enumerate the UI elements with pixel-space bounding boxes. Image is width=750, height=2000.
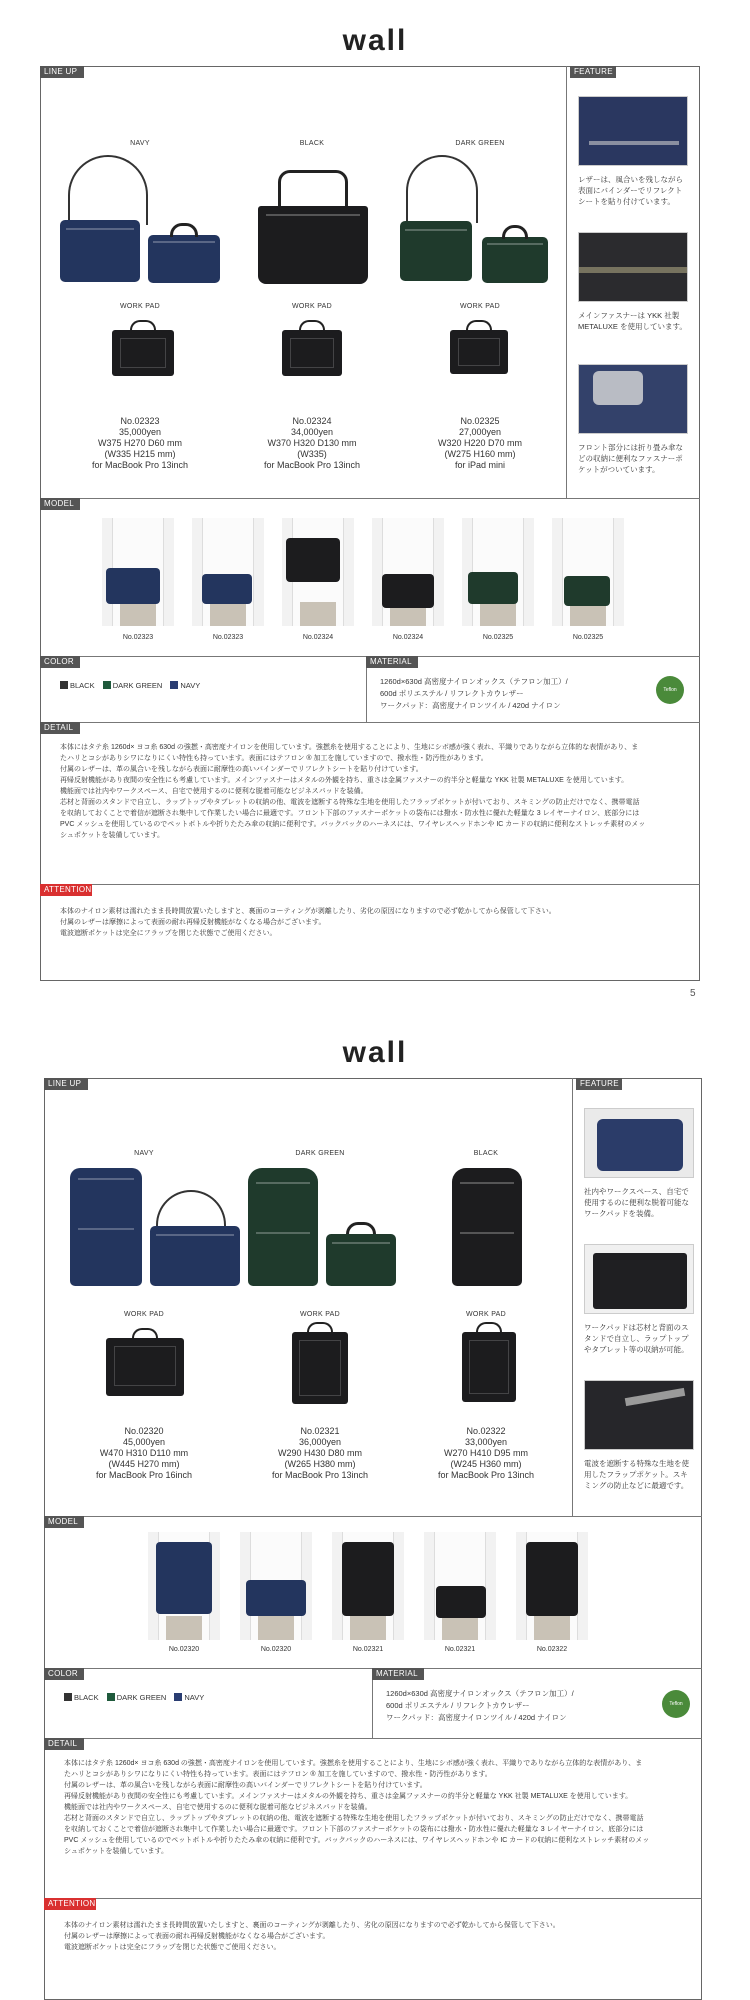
- model-caption: No.02322: [536, 1646, 568, 1653]
- model-photo: [372, 518, 444, 626]
- workpad-image: [450, 320, 508, 376]
- feature-image-pocket: [578, 364, 688, 434]
- model-caption: No.02325: [572, 634, 604, 641]
- workpad-image: [282, 320, 342, 378]
- feature-header: FEATURE: [570, 66, 616, 78]
- model-caption: No.02320: [168, 1646, 200, 1653]
- bag-image-02324: [258, 170, 368, 285]
- lineup-header: LINE UP: [44, 1078, 88, 1090]
- feature-image-zipper: [578, 232, 688, 302]
- color-label-navy: NAVY: [134, 1150, 154, 1157]
- attention-header: ATTENTION: [44, 1898, 96, 1910]
- feature-text-1: 社内やワークスペース、自宅で 使用するのに便利な脱着可能な ワークパッドを装備。: [584, 1187, 689, 1218]
- workpad-image: [292, 1322, 348, 1404]
- color-label-black: BLACK: [299, 140, 325, 147]
- model-caption: No.02320: [260, 1646, 292, 1653]
- product-info-02320: No.02320 45,000yen W470 H310 D110 mm (W445 H270 mm) for MacBook Pro 16inch: [95, 1426, 193, 1480]
- material-text: 1260d×630d 高密度ナイロンオックス（テフロン加工）/ 600d ポリエステル / リフレクトカウレザー ワークパッド：高密度ナイロンツイル / 420d ナイロン: [380, 677, 568, 710]
- feature-text-3: 電波を遮断する特殊な生地を使 用したフラップポケット。スキ ミングの防止などに最適です。: [584, 1459, 689, 1490]
- feature-text-2: メインファスナーは YKK 社製 METALUXE を使用しています。: [578, 311, 687, 331]
- model-photo: [240, 1532, 312, 1640]
- divider: [572, 1078, 573, 1516]
- feature-header: FEATURE: [576, 1078, 622, 1090]
- swatch-navy: [174, 1693, 182, 1701]
- workpad-label: WORK PAD: [460, 303, 500, 310]
- color-list: BLACK DARK GREEN NAVY: [60, 680, 206, 690]
- product-info-02323: No.02323 35,000yen W375 H270 D60 mm (W335 H215 mm) for MacBook Pro 13inch: [91, 416, 189, 470]
- workpad-label: WORK PAD: [124, 1311, 164, 1318]
- page-title: wall: [342, 24, 408, 57]
- color-header: COLOR: [40, 656, 80, 668]
- model-caption: No.02325: [482, 634, 514, 641]
- model-photo: [462, 518, 534, 626]
- feature-image-flap-pocket: [584, 1380, 694, 1450]
- feature-text-3: フロント部分には折り畳み傘な どの収納に便利なファスナーポ ケットがついています。: [578, 443, 683, 474]
- swatch-darkgreen: [107, 1693, 115, 1701]
- divider: [44, 1516, 702, 1517]
- model-caption: No.02321: [444, 1646, 476, 1653]
- page-number: 5: [690, 988, 696, 999]
- product-info-02324: No.02324 34,000yen W370 H320 D130 mm (W335̇) for MacBook Pro 13inch: [263, 416, 361, 470]
- model-photo: [332, 1532, 404, 1640]
- model-caption: No.02323: [122, 634, 154, 641]
- divider: [44, 1738, 702, 1739]
- feature-image-workpad: [584, 1244, 694, 1314]
- detail-text: 本体にはタテ糸 1260d× ヨコ糸 630d の強撚・高密度ナイロンを使用しています。強撚糸を使用することにより、生地にシボ感が強く表れ、平織りでありながら立体的な表情があり、ま たハリとコシがありシワになりにくい特性も持っています。表面にはテフロン ® 加工を施していますので、撥水性・防汚性があります。 付属のレザーは、革の風合いを残しながら表面に耐摩性の高いバインダーでリフレクトシートを貼り付けています。 再帰反射機能があり夜間の安全性にも考慮しています。メインファスナーはメタルの外観を持ち、重さは金属ファスナーの約半分と軽量な YKK 社製 METALUXE を使用しています。 機能面では社内やワークスペース、自宅で使用するのに便利な脱着可能なビジネスパッドを装備。 芯材と背面のスタンドで自立し、ラップトップやタブレットの収納の他、電波を遮断する特殊な生地を使用したフラップポケットが付いており、スキミングの防止だけでなく、携帯電話 を収納しておくことで着信が遮断され集中して作業したい場合に最適です。フロント下部のファスナーポケットの袋布には撥水・防水性に優れた軽量な 3 レイヤーナイロン、底部分には PVC メッシュを使用しているのでペットボトルや折りたたみ傘の収納に便利です。バックパックのハーネスには、ワイヤレスヘッドホンや IC カードの収納に便利なストレッチ素材のメッ シュポケットを装備しています。: [60, 744, 646, 839]
- model-header: MODEL: [40, 498, 80, 510]
- divider: [40, 722, 700, 723]
- model-photo: [552, 518, 624, 626]
- model-photo: [282, 518, 354, 626]
- product-info-02321: No.02321 36,000yen W290 H430 D80 mm (W265 H380 mm) for MacBook Pro 13inch: [271, 1426, 369, 1480]
- page-title: wall: [342, 1036, 408, 1069]
- feature-text-1: レザーは、風合いを残しながら 表面にバインダーでリフレクト シートを貼り付けています。: [578, 175, 683, 206]
- divider: [566, 66, 567, 498]
- bag-image-02322: [452, 1168, 522, 1288]
- color-header: COLOR: [44, 1668, 84, 1680]
- detail-text: 本体にはタテ糸 1260d× ヨコ糸 630d の強撚・高密度ナイロンを使用しています。強撚糸を使用することにより、生地にシボ感が強く表れ、平織りでありながら立体的な表情があり、ま たハリとコシがありシワになりにくい特性も持っています。表面にはテフロン ® 加工を施していますので、撥水性・防汚性があります。 付属のレザーは、革の風合いを残しながら表面に耐摩性の高いバインダーでリフレクトシートを貼り付けています。 再帰反射機能があり夜間の安全性にも考慮しています。メインファスナーはメタルの外観を持ち、重さは金属ファスナーの約半分と軽量な YKK 社製 METALUXE を使用しています。 機能面では社内やワークスペース、自宅で使用するのに便利な脱着可能なビジネスパッドを装備。 芯材と背面のスタンドで自立し、ラップトップやタブレットの収納の他、電波を遮断する特殊な生地を使用したフラップポケットが付いており、スキミングの防止だけでなく、携帯電話 を収納しておくことで着信が遮断され集中して作業したい場合に最適です。フロント下部のファスナーポケットの袋布には撥水・防水性に優れた軽量な 3 レイヤーナイロン、底部分には PVC メッシュを使用しているのでペットボトルや折りたたみ傘の収納に便利です。バックパックのハーネスには、ワイヤレスヘッドホンや IC カードの収納に便利なストレッチ素材のメッ シュポケットを装備しています。: [64, 1760, 650, 1855]
- color-list: BLACK DARK GREEN NAVY: [64, 1692, 210, 1702]
- detail-header: DETAIL: [44, 1738, 84, 1750]
- workpad-label: WORK PAD: [292, 303, 332, 310]
- model-photo: [424, 1532, 496, 1640]
- model-caption: No.02321: [352, 1646, 384, 1653]
- bag-image-02321: [248, 1168, 398, 1288]
- bag-image-02320: [70, 1168, 240, 1288]
- swatch-navy: [170, 681, 178, 689]
- model-caption: No.02324: [302, 634, 334, 641]
- material-header: MATERIAL: [366, 656, 418, 668]
- color-label-darkgreen: DARK GREEN: [455, 140, 505, 147]
- bag-image-02325: [400, 155, 550, 285]
- catalog-page-2: [0, 1008, 750, 2000]
- model-photo: [102, 518, 174, 626]
- swatch-black: [64, 1693, 72, 1701]
- swatch-darkgreen: [103, 681, 111, 689]
- workpad-image: [106, 1328, 184, 1398]
- material-header: MATERIAL: [372, 1668, 424, 1680]
- attention-text: 本体のナイロン素材は濡れたまま長時間放置いたしますと、裏面のコーティングが剥離したり、劣化の原因になりますので必ず乾かしてから保管して下さい。 付属のレザーは摩擦によって表面の耐れ再帰反射機能がなくなる場合がございます。 電波遮断ポケットは完全にフラップを閉じた状態でご使用ください。: [64, 1922, 560, 1951]
- swatch-black: [60, 681, 68, 689]
- bag-image-02323: [60, 155, 220, 285]
- feature-text-2: ワークパッドは芯材と背面のス タンドで自立し、ラップトップ やタブレット等の収納が可能。: [584, 1323, 689, 1354]
- workpad-image: [112, 320, 174, 378]
- color-label-black: BLACK: [473, 1150, 499, 1157]
- model-photo: [148, 1532, 220, 1640]
- workpad-label: WORK PAD: [466, 1311, 506, 1318]
- divider: [44, 1898, 702, 1899]
- teflon-badge: Teflon: [656, 676, 684, 704]
- feature-image-workspace: [584, 1108, 694, 1178]
- model-photo: [192, 518, 264, 626]
- attention-text: 本体のナイロン素材は濡れたまま長時間放置いたしますと、裏面のコーティングが剥離したり、劣化の原因になりますので必ず乾かしてから保管して下さい。 付属のレザーは摩擦によって表面の耐れ再帰反射機能がなくなる場合がございます。 電波遮断ポケットは完全にフラップを閉じた状態でご使用ください。: [60, 908, 556, 937]
- workpad-label: WORK PAD: [120, 303, 160, 310]
- workpad-image: [462, 1322, 516, 1402]
- color-label-navy: NAVY: [130, 140, 150, 147]
- lineup-header: LINE UP: [40, 66, 84, 78]
- divider: [40, 884, 700, 885]
- model-photo: [516, 1532, 588, 1640]
- teflon-badge: Teflon: [662, 1690, 690, 1718]
- detail-header: DETAIL: [40, 722, 80, 734]
- color-label-darkgreen: DARK GREEN: [295, 1150, 345, 1157]
- attention-header: ATTENTION: [40, 884, 92, 896]
- product-info-02322: No.02322 33,000yen W270 H410 D95 mm (W245 H360 mm) for MacBook Pro 13inch: [437, 1426, 535, 1480]
- model-header: MODEL: [44, 1516, 84, 1528]
- model-caption: No.02323: [212, 634, 244, 641]
- model-caption: No.02324: [392, 634, 424, 641]
- product-info-02325: No.02325 27,000yen W320 H220 D70 mm (W275 H160 mm) for iPad mini: [437, 416, 523, 470]
- material-text: 1260d×630d 高密度ナイロンオックス（テフロン加工）/ 600d ポリエステル / リフレクトカウレザー ワークパッド：高密度ナイロンツイル / 420d ナイロン: [386, 1689, 574, 1722]
- workpad-label: WORK PAD: [300, 1311, 340, 1318]
- divider: [40, 498, 700, 499]
- feature-image-leather: [578, 96, 688, 166]
